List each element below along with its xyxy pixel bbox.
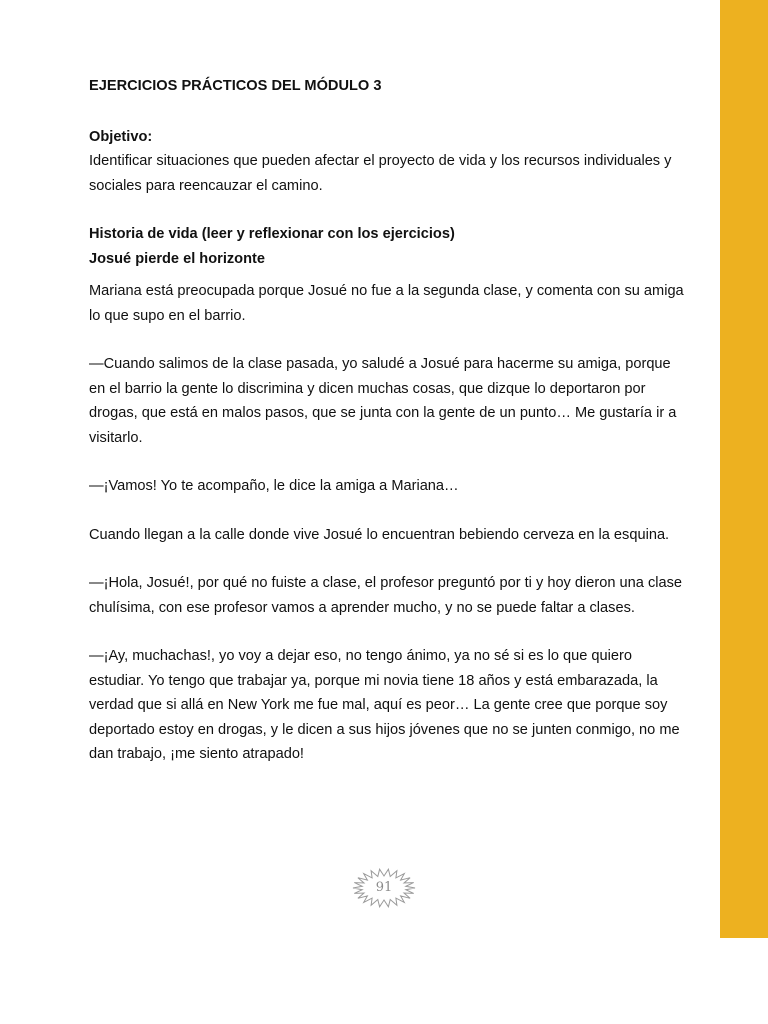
page-number-badge [352, 868, 416, 908]
paragraph: Mariana está preocupada porque Josué no fue a la segunda clase, y comenta con su amiga lo que supo en el barrio. [89, 283, 684, 324]
page-number: 91 [375, 880, 393, 895]
story-heading: Historia de vida (leer y reflexionar con los ejercicios) [89, 226, 455, 242]
objective-text: Identificar situaciones que pueden afectar el proyecto de vida y los recursos individuales y sociales para reencauzar el camino. [89, 153, 672, 194]
paragraph: —¡Ay, muchachas!, yo voy a dejar eso, no tengo ánimo, ya no sé si es lo que quiero estudiar. Yo tengo que trabajar ya, porque mi novia tiene 18 años y está embarazada, la verdad que si allá en New York me fue mal, aquí es peor… La gente cree que porque soy deportado estoy en drogas, y le dicen a sus hijos jóvenes que no se junten conmigo, no me dan trabajo, ¡me siento atrapado! [89, 648, 680, 762]
side-accent-bar [720, 0, 768, 938]
story-title: Josué pierde el horizonte [89, 250, 265, 267]
page-content [89, 74, 689, 767]
paragraph: —¡Vamos! Yo te acompaño, le dice la amiga a Mariana… [89, 478, 459, 494]
objective-heading: Objetivo: [89, 128, 153, 145]
paragraph: —Cuando salimos de la clase pasada, yo saludé a Josué para hacerme su amiga, porque en el barrio la gente lo discrimina y dicen muchas cosas, que dizque lo deportaron por drogas, que está en malos pasos, que se junta con la gente de un punto… Me gustaría ir a visitarlo. [89, 356, 677, 446]
module-title: EJERCICIOS PRÁCTICOS DEL MÓDULO 3 [89, 78, 382, 94]
paragraph: Cuando llegan a la calle donde vive Josué lo encuentran bebiendo cerveza en la esquina. [89, 526, 670, 543]
paragraph: —¡Hola, Josué!, por qué no fuiste a clase, el profesor preguntó por ti y hoy dieron una clase chulísima, con ese profesor vamos a aprender mucho, y no se puede faltar a clases. [89, 575, 683, 616]
